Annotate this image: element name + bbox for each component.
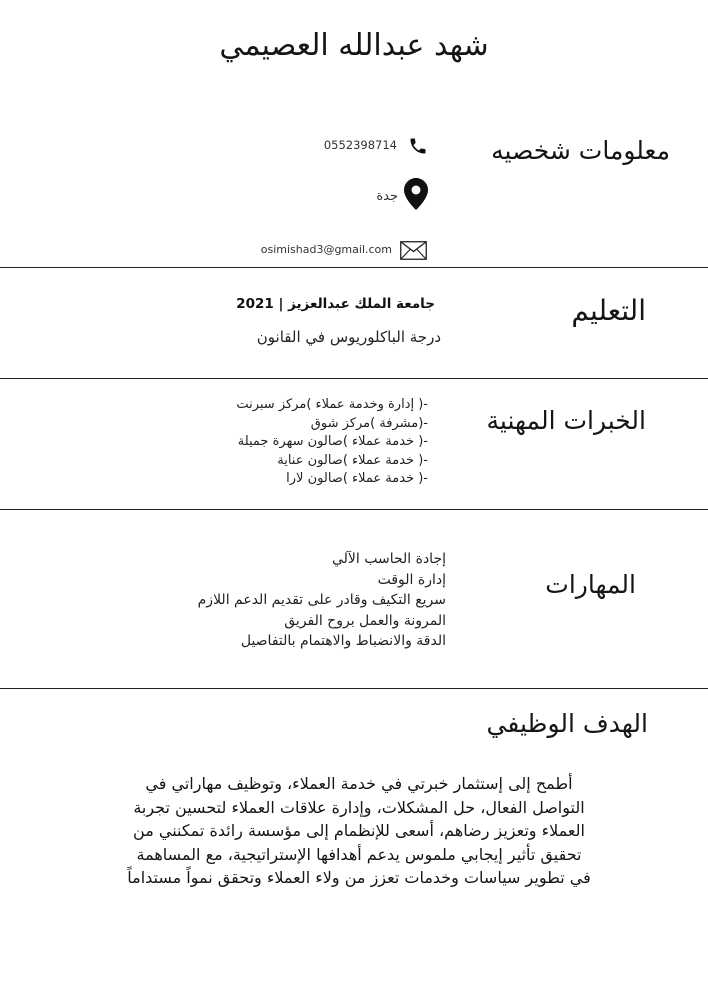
objective-line: العملاء وتعزيز رضاهم، أسعى للإنظمام إلى مؤسسة رائدة تمكنني من: [133, 821, 585, 840]
section-divider: [0, 688, 708, 689]
phone-number: 0552398714: [323, 138, 397, 152]
list-item: -( خدمة عملاء )صالون لارا: [286, 471, 428, 486]
education-heading: التعليم: [571, 294, 646, 327]
objective-heading: الهدف الوظيفي: [486, 709, 648, 738]
resume-name: شهد عبدالله العصيمي: [219, 28, 489, 63]
objective-line: أطمح إلى إستثمار خبرتي في خدمة العملاء، وتوظيف مهاراتي في: [145, 774, 573, 793]
education-institution: جامعة الملك عبدالعزيز | 2021: [236, 296, 435, 312]
list-item: -(مشرفة )مركز شوق: [310, 415, 428, 431]
list-item: المرونة والعمل بروح الفريق: [284, 612, 446, 629]
section-divider: [0, 509, 708, 510]
email-address: osimishad3@gmail.com: [260, 243, 392, 256]
experience-heading: الخبرات المهنية: [486, 406, 646, 435]
section-divider: [0, 267, 708, 268]
list-item: -( خدمة عملاء )صالون عناية: [277, 452, 428, 468]
education-degree: درجة الباكلوريوس في القانون: [256, 328, 441, 346]
list-item: سريع التكيف وقادر على تقديم الدعم اللازم: [197, 592, 446, 608]
objective-line: تحقيق تأثير إيجابي ملموس يدعم أهدافها الإستراتيجية، مع المساهمة: [136, 844, 582, 864]
objective-line: في تطوير سياسات وخدمات تعزز من ولاء العملاء وتحقق نمواً مستداماً: [127, 868, 591, 887]
list-item: -( إدارة وخدمة عملاء )مركز سبرنت: [236, 397, 428, 412]
objective-paragraph: [74, 772, 644, 890]
skills-list: [198, 549, 446, 652]
list-item: الدقة والانضباط والاهتمام بالتفاصيل: [240, 633, 446, 649]
list-item: إجادة الحاسب الآلي: [331, 551, 446, 567]
section-divider: [0, 378, 708, 379]
location-pin-icon: [404, 178, 428, 210]
list-item: إدارة الوقت: [377, 571, 446, 588]
city: جدة: [376, 189, 398, 204]
phone-icon: [408, 136, 428, 156]
personal-info-heading: معلومات شخصيه: [491, 136, 670, 165]
objective-line: التواصل الفعال، حل المشكلات، وإدارة علاقات العملاء لتحسين تجربة: [133, 797, 585, 817]
envelope-icon: [400, 241, 427, 260]
list-item: -( خدمة عملاء )صالون سهرة جميلة: [237, 434, 428, 449]
experience-list: [236, 396, 428, 489]
skills-heading: المهارات: [545, 570, 636, 599]
